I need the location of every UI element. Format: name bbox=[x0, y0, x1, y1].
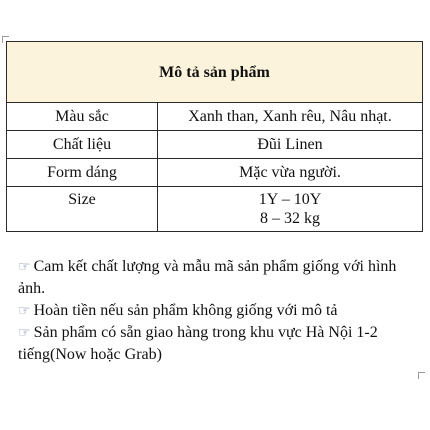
note-text: Sản phẩm có sẵn giao hàng trong khu vực Hà Nội 1-2 tiếng(Now hoặc Grab) bbox=[18, 324, 378, 363]
product-description-table bbox=[6, 41, 423, 232]
notes-list bbox=[18, 256, 418, 366]
table-title: Mô tả sản phẩm bbox=[7, 42, 423, 103]
table-row-material bbox=[7, 131, 423, 159]
row-key: Chất liệu bbox=[7, 131, 158, 159]
row-key: Size bbox=[7, 187, 158, 232]
note-text: Hoàn tiền nếu sản phẩm không giống với mô tả bbox=[33, 302, 338, 319]
row-value bbox=[158, 187, 423, 232]
list-item bbox=[18, 322, 418, 366]
table-row-color bbox=[7, 103, 423, 131]
row-value: Mặc vừa người. bbox=[158, 159, 423, 187]
size-age-range: 1Y – 10Y bbox=[258, 191, 322, 208]
pointing-hand-icon: ☞ bbox=[18, 259, 31, 275]
list-item bbox=[18, 300, 418, 322]
row-key: Màu sắc bbox=[7, 103, 158, 131]
pointing-hand-icon: ☞ bbox=[18, 303, 31, 319]
crop-mark-bottom-right bbox=[418, 372, 425, 379]
row-value: Xanh than, Xanh rêu, Nâu nhạt. bbox=[158, 103, 423, 131]
row-key: Form dáng bbox=[7, 159, 158, 187]
table-row-size bbox=[7, 187, 423, 232]
note-text: Cam kết chất lượng và mẫu mã sản phẩm giống với hình ảnh. bbox=[18, 258, 397, 297]
table-row-fit bbox=[7, 159, 423, 187]
pointing-hand-icon: ☞ bbox=[18, 325, 31, 341]
list-item bbox=[18, 256, 418, 300]
size-weight-range: 8 – 32 kg bbox=[260, 210, 320, 227]
row-value: Đũi Linen bbox=[158, 131, 423, 159]
